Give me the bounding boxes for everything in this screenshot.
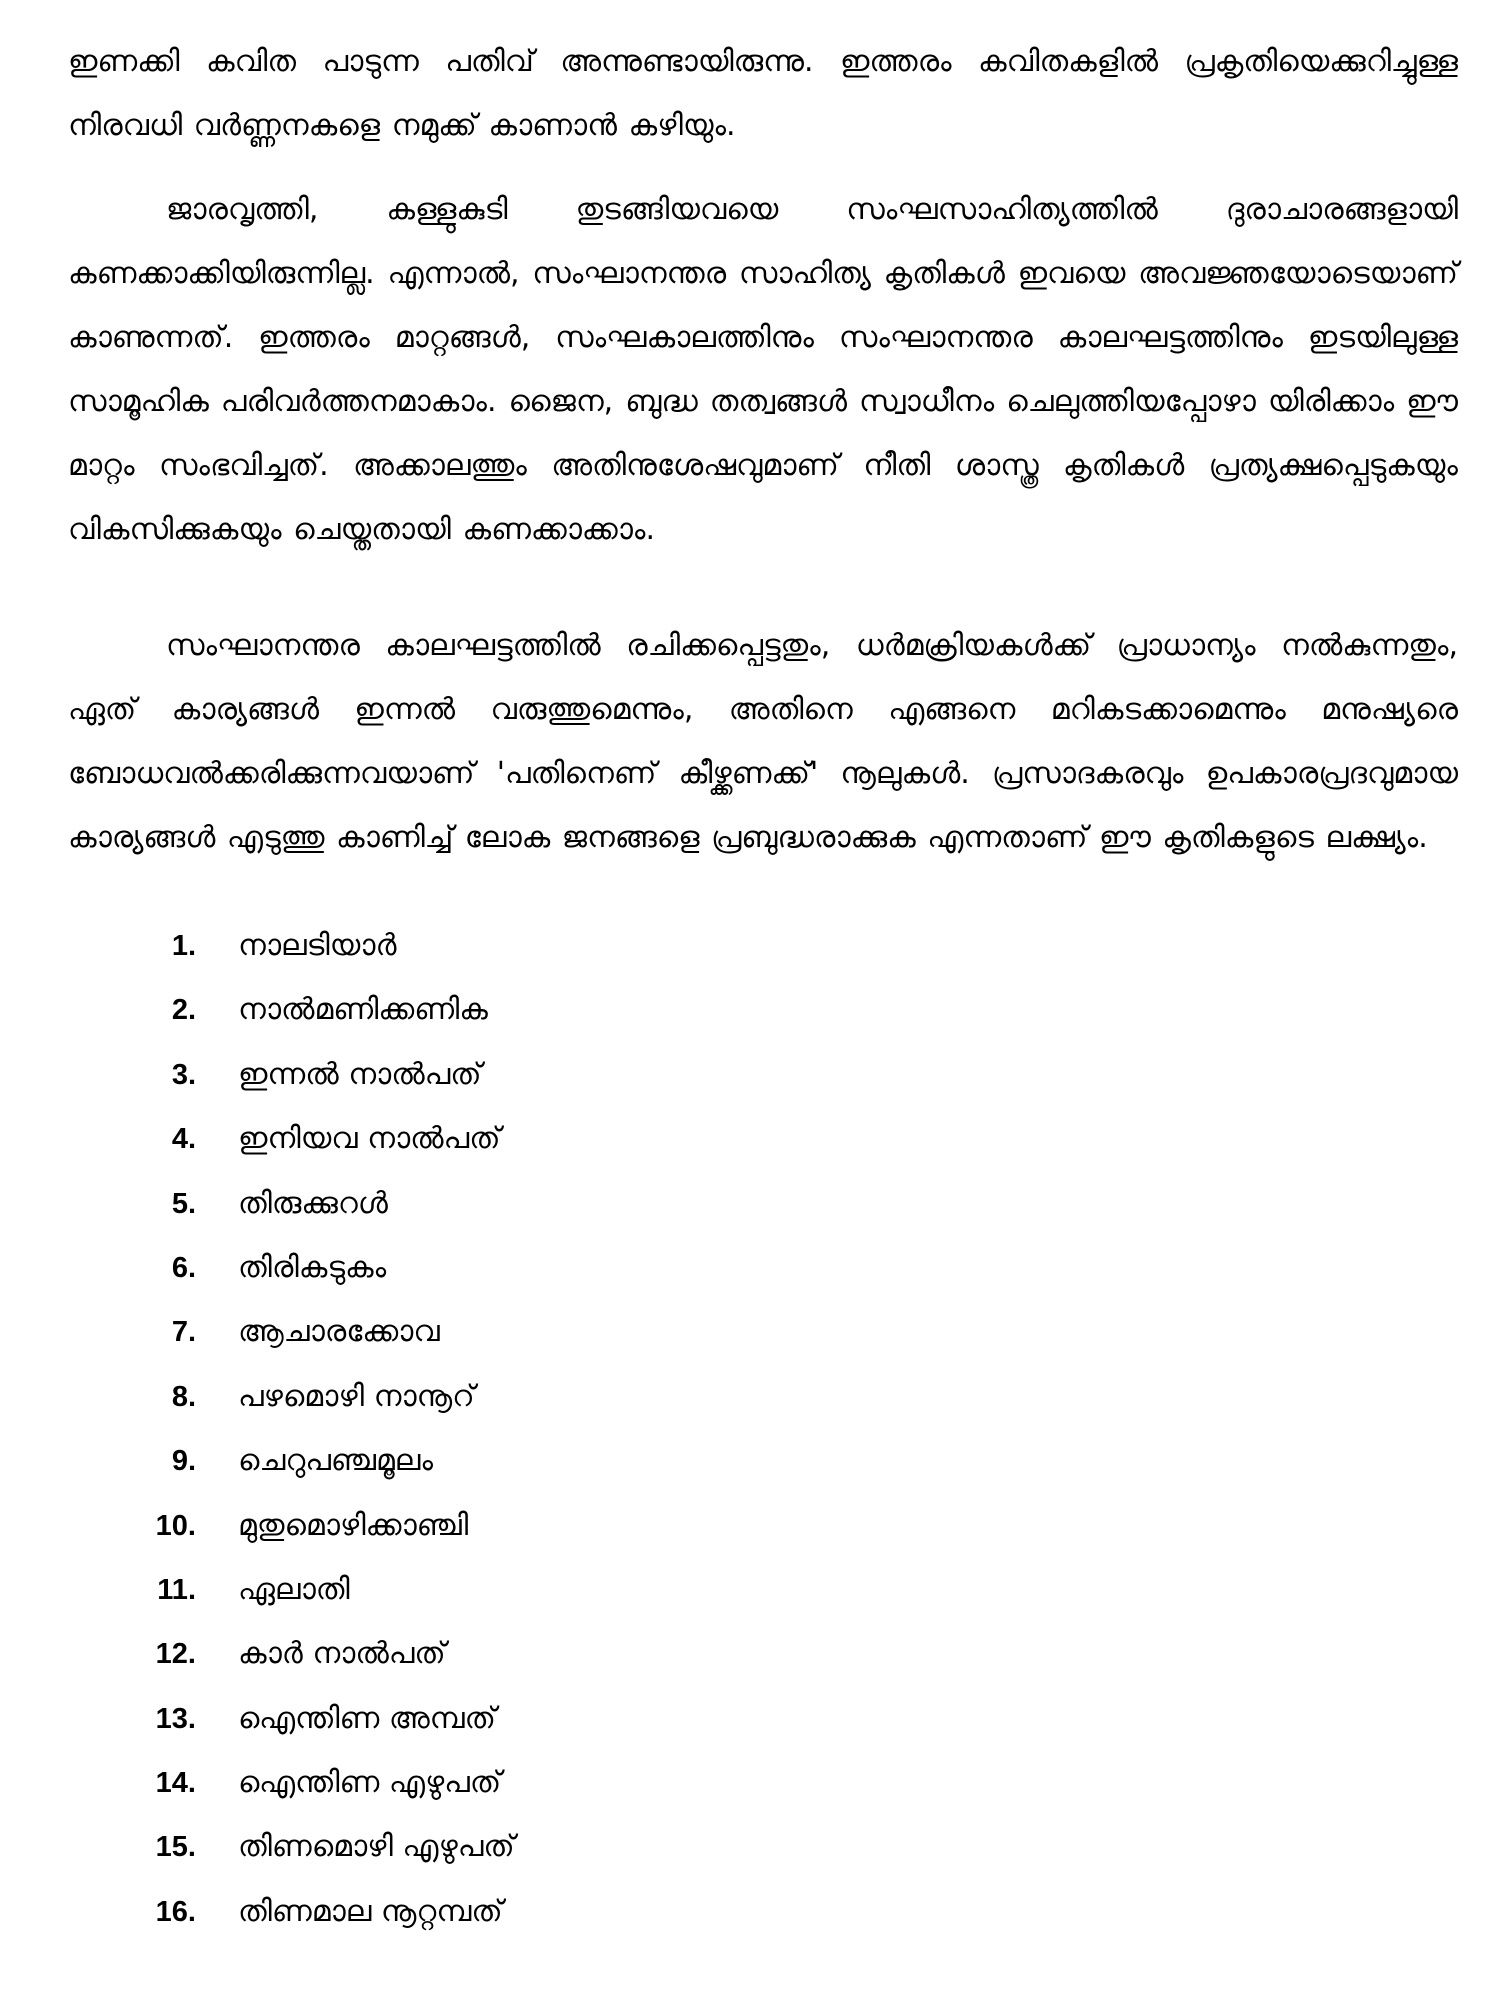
paragraph-kilkanakku-intro: സംഘാനന്തര കാലഘട്ടത്തിൽ രചിക്കപ്പെട്ടതും, ധർമക്രിയകൾക്ക് പ്രാധാന്യം നൽകുന്നതും, ഏത് കാര്യങ്ങൾ ഇന്നൽ വരുത്തുമെന്നും, അതിനെ എങ്ങനെ മറികടക്കാമെന്നും മനുഷ്യരെ ബോധവൽക്കരിക്കുന്നവയാണ് 'പതിനെണ് കീഴ്ക്കണക്ക്' നൂലുകൾ. പ്രസാദകരവും ഉപകാരപ്രദവുമായ കാര്യങ്ങൾ എടുത്തു കാണിച്ച് ലോക ജനങ്ങളെ പ്രബുദ്ധരാക്കുക എന്നതാണ് ഈ കൃതികളുടെ ലക്ഷ്യം. [68, 628, 1458, 855]
list-item-number: 3. [171, 1058, 196, 1091]
paragraph-social-change: ജാരവൃത്തി, കള്ളുകുടി തുടങ്ങിയവയെ സംഘസാഹിത്യത്തിൽ ദുരാചാരങ്ങളായി കണക്കാക്കിയിരുന്നില്ല. എന്നാൽ, സംഘാനന്തര സാഹിത്യ കൃതികൾ ഇവയെ അവജ്ഞയോടെയാണ് കാണുന്നത്. ഇത്തരം മാറ്റങ്ങൾ, സംഘകാലത്തിനും സംഘാനന്തര കാലഘട്ടത്തിനും ഇടയിലുള്ള സാമൂഹിക പരിവർത്തനമാകാം. ജൈന, ബുദ്ധ തത്വങ്ങൾ സ്വാധീനം ചെലുത്തിയപ്പോഴാ യിരിക്കാം ഈ മാറ്റം സംഭവിച്ചത്. അക്കാലത്തും അതിനുശേഷവുമാണ് നീതി ശാസ്ത്ര കൃതികൾ പ്രത്യക്ഷപ്പെടുകയും വികസിക്കുകയും ചെയ്തതായി കണക്കാക്കാം. [68, 192, 1458, 547]
list-item-number: 1. [171, 930, 196, 962]
list-item-title: കാർ നാൽപത് [238, 1636, 446, 1672]
list-item-number: 4. [171, 1123, 196, 1156]
list-item-title: നാൽമണിക്കണിക [238, 992, 488, 1028]
list-item-number: 6. [171, 1251, 196, 1284]
list-item-number: 5. [171, 1187, 196, 1220]
list-item-number: 7. [171, 1316, 196, 1349]
list-item-title: ആചാരക്കോവ [238, 1314, 440, 1350]
list-item-number: 8. [171, 1380, 196, 1413]
list-item-number: 14. [155, 1767, 196, 1800]
list-item-number: 16. [155, 1895, 196, 1928]
list-item-title: ഐന്തിണ എഴുപത് [238, 1765, 502, 1801]
list-item-title: ഇന്നൽ നാൽപത് [238, 1056, 482, 1092]
list-item-title: മുതുമൊഴിക്കാഞ്ചി [238, 1507, 469, 1543]
list-item-number: 13. [155, 1702, 196, 1735]
list-item-title: ഇനിയവ നാൽപത് [238, 1121, 501, 1157]
list-item-title: തിണമൊഴി എഴുപത് [238, 1829, 515, 1865]
list-item-title: ഐന്തിണ അമ്പത് [238, 1700, 496, 1736]
list-item-title: തിണമാല നൂറ്റമ്പത് [238, 1893, 503, 1929]
paragraph-nature-poetry: ഇണക്കി കവിത പാടുന്ന പതിവ് അന്നുണ്ടായിരുന്നു. ഇത്തരം കവിതകളിൽ പ്രകൃതിയെക്കുറിച്ചുള്ള നിരവധി വർണ്ണനകളെ നമുക്ക് കാണാൻ കഴിയും. [68, 44, 1458, 143]
list-item-number: 11. [157, 1573, 196, 1606]
list-item-number: 15. [155, 1831, 196, 1864]
list-item-number: 9. [171, 1445, 196, 1478]
list-item-title: പഴമൊഴി നാനൂറ് [238, 1378, 475, 1414]
list-item-title: നാലടിയാർ [238, 928, 397, 963]
list-item-title: തിരുക്കുറൾ [238, 1185, 388, 1221]
list-item-title: ചെറുപഞ്ചമൂലം [238, 1443, 434, 1479]
list-item-title: ഏലാതി [238, 1571, 350, 1607]
list-item-number: 12. [155, 1638, 196, 1671]
list-item-number: 10. [155, 1509, 196, 1542]
list-item-title: തിരികടുകം [238, 1249, 387, 1285]
list-item-number: 2. [171, 994, 196, 1027]
